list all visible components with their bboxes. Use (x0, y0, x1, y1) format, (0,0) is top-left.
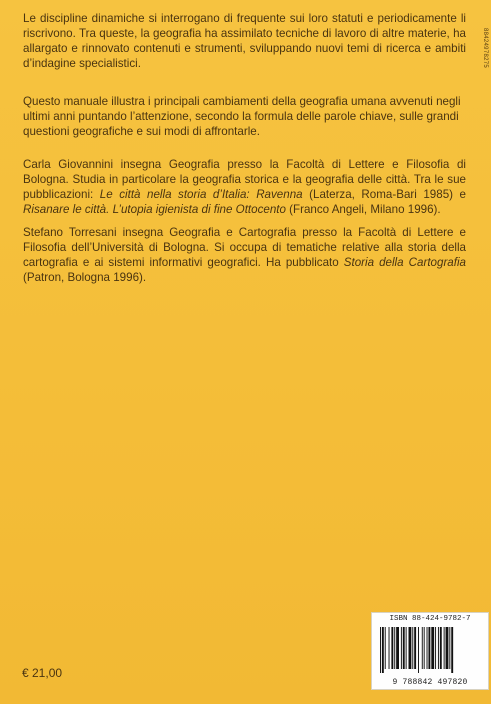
isbn-label: ISBN 88-424-9782-7 (389, 615, 471, 623)
barcode-bar (451, 627, 453, 673)
author-bio-giovannini (23, 157, 466, 217)
barcode-bar (403, 627, 405, 669)
barcode-bar (401, 627, 402, 669)
bio-text: (Laterza, Roma-Bari 1985) e (302, 188, 466, 201)
bio-text: (Patron, Bologna 1996). (23, 271, 147, 284)
barcode-bar (424, 627, 425, 669)
barcode-number: 9 788842 497820 (392, 678, 468, 687)
isbn-barcode-box (371, 612, 489, 690)
book-title: Risanare le città. L’utopia igienista di fine Ottocento (23, 203, 286, 216)
barcode-bar (380, 627, 381, 673)
barcode-bar (418, 627, 419, 673)
barcode-bar (438, 627, 439, 669)
barcode-bar (396, 627, 399, 669)
author-bio-torresani (23, 225, 466, 285)
barcode-bar (422, 627, 423, 669)
book-title: Storia della Cartografia (343, 256, 466, 269)
barcode-bar (440, 627, 442, 669)
price: € 21,00 (22, 666, 63, 680)
barcode-bar (428, 627, 430, 669)
barcode-bar (431, 627, 434, 669)
barcode-bar (444, 627, 445, 669)
barcode-bar (394, 627, 395, 669)
bio-text: Stefano Torresani insegna Geografia e Cartografia presso la Facoltà di Lettere e Filosofia dell’Università di Bologna. Si occupa di tematiche relative alla storia della cartografia e ai sistemi informativi geografici. Ha pubblicato (23, 226, 466, 269)
intro-paragraph: Le discipline dinamiche si interrogano di frequente sui loro statuti e periodicamente li riscrivono. Tra queste, la geografia ha assimilato tecniche di lavoro di altre materie, ha allargato e rinnovato contenuti e strumenti, sviluppando nuovi temi di ricerca e ambiti d’indagine specialistici. (23, 12, 466, 70)
barcode-bar (389, 627, 390, 669)
bio-text: Carla Giovannini insegna Geografia presso la Facoltà di Lettere e Filosofia di Bologna. Studia in particolare la geografia storica e la geografia delle città. Tra le sue pubblicazioni: (23, 158, 466, 201)
barcode-bar (409, 627, 412, 669)
bio-text: (Franco Angeli, Milano 1996). (285, 203, 441, 216)
barcode-bar (391, 627, 393, 669)
barcode-bar (382, 627, 384, 673)
manual-description-paragraph: Questo manuale illustra i principali cambiamenti della geografia umana avvenuti negli ultimi anni puntando l’attenzione, secondo la formula delle parole chiave, sulle grandi questioni geografiche e sui modi di affrontarle. (23, 95, 461, 138)
book-title: Le città nella storia d’Italia: Ravenna (99, 188, 303, 201)
barcode-bar (435, 627, 436, 669)
barcode-bar (412, 627, 413, 669)
barcode-bar (414, 627, 416, 669)
barcode-bar (446, 627, 449, 669)
barcode-bar (406, 627, 407, 669)
barcode (380, 627, 480, 673)
barcode-bar (449, 627, 450, 669)
barcode-bar (427, 627, 428, 669)
barcode-bar (385, 627, 386, 669)
side-isbn-code: 88424978275 (482, 28, 488, 69)
